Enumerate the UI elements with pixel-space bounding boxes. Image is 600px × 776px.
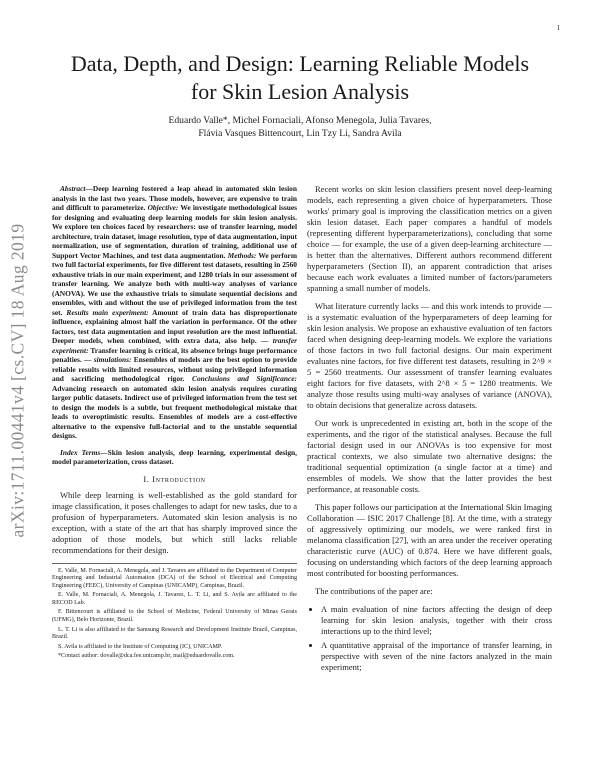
title-line-2: for Skin Lesion Analysis <box>190 79 410 104</box>
footnote: L. T. Li is also affiliated to the Samsung Research and Development Institute Brazil, Campinas, Brazil. <box>52 626 297 641</box>
body-paragraph: Recent works on skin lesion classifiers present novel deep-learning models, each representing a given choice of hyperparameters. Those works' primary goal is improving the classification metrics on a given skin lesion dataset. Each paper compares a handful of models (representing different hyperparameterizations), concluding that some choice — for example, the use of a given deep-learning architecture — is better than the alternatives. Different authors recommend different hyperparameters (Section II), an apparent contradiction that arises because each work evaluates a limited number of factors/parameters spanning a small number of models. <box>307 184 552 293</box>
right-column <box>307 184 552 676</box>
intro-paragraph: While deep learning is well-established as the gold standard for image classification, it poses challenges to adapt for new tasks, due to a profusion of hyperparameters. Automated skin lesion analysis is no exception, with a state of the art that has sharply improved since the adoption of those models, but which still lacks reliable recommendations for their design. <box>52 489 297 555</box>
title-line-1: Data, Depth, and Design: Learning Reliable Models <box>70 51 530 76</box>
abstract-part-7: Advancing research on automated skin lesion analysis requires curating larger public datasets. Indirect use of privileged information from the test set to design the models is a subtle, but frequent methodological mistake that leads to overoptimistic results. Ensembles of models are a cost-effective alternative to the expensive full-factorial and to the unstable sequential designs. <box>52 383 297 440</box>
section-heading-introduction: I. Introduction <box>143 473 206 484</box>
body-paragraph: The contributions of the paper are: <box>315 586 433 596</box>
index-terms-text: —Skin lesion analysis, deep learning, experimental design, model parameterization, cross dataset. <box>52 447 298 466</box>
abstract-methods-label: Methods: <box>227 250 257 260</box>
page-number: 1 <box>556 24 560 32</box>
authors-line-1: Eduardo Valle*, Michel Fornaciali, Afonso Menegola, Julia Tavares, <box>168 115 432 126</box>
abstract-part-3: We perform two full factorial experiments, for five different test datasets, resulting in 2560 exhaustive trials in our main experiment, and 1280 trials in our assessment of transfer learning. We analyze both with multi-way analyses of variance (ANOVA). We use the exhaustive trials to simulate sequential decisions and ensembles, with and without the use of privileged information from the test set. <box>52 250 297 317</box>
abstract-part-5: Transfer learning is critical, its absence brings huge performance penalties. — <box>52 345 297 364</box>
affiliation-footnotes <box>52 563 297 662</box>
left-column <box>52 184 297 663</box>
body-paragraph: Our work is unprecedented in existing art, both in the scope of the experiments, and the rigor of the statistical analyses. Because the full factorial design used in our ANOVAs is too expensive for most practical contexts, we also simulate two alternative designs: the traditional sequential optimization (a single factor at a time) and ensembles of models. We show that the latter provides the best performance, at reasonable costs. <box>307 418 552 494</box>
paper-title <box>40 50 560 106</box>
authors-line-2: Flávia Vasques Bittencourt, Lin Tzy Li, Sandra Avila <box>198 128 402 139</box>
body-paragraph: What literature currently lacks — and this work intends to provide — is a systematic evaluation of the hyperparameters of deep learning for skin lesion analysis. We propose an exhaustive evaluation of ten factors faced when designing deep-learning models. We explore the variations of those factors in two full factorial designs. Our main experiment evaluates nine factors, for five different test datasets, resulting in 2^9 × 5 = 2560 treatments. Our assessment of transfer learning evaluates eight factors for five datasets, with 2^8 × 5 = 1280 treatments. We analyze those results using multi-way analyses of variance (ANOVA), to obtain decisions that generalize across datasets. <box>307 301 552 410</box>
arxiv-stamp <box>8 188 28 573</box>
abstract <box>52 184 297 441</box>
abstract-objective-label: Objective: <box>147 203 179 212</box>
footnote: E. Valle, M. Fornaciali, A. Menegola, and J. Tavares are affiliated to the Department of Computer Engineering and Industrial Automation (DCA) of the School of Electrical and Computing Engineering (FEEC), University of Campinas (UNICAMP), Campinas, Brazil. <box>52 567 297 589</box>
footnote: E. Valle, M. Fornaciali, A. Menegola, J. Tavares, L. T. Li, and S. Avila are affiliated to the RECOD Lab. <box>52 592 297 606</box>
abstract-part-6: Ensembles of models are the best option to provide reliable results with limited resources, without using privileged information and sacrificing methodological rigor. <box>52 355 297 383</box>
index-terms <box>52 448 297 467</box>
abstract-part-2: We investigate methodological issues for designing and evaluating deep learning models for skin lesion analysis. We explore ten choices faced by researchers: use of transfer learning, model architecture, train dataset, image resolution, type of data augmentation, input normalization, use of segmentation, duration of training, additional use of Support Vector Machines, and test data augmentation. <box>52 203 297 260</box>
abstract-transfer-label: transfer experiment: <box>52 336 297 355</box>
footnote: F. Bittencourt is affiliated to the School of Medicine, Federal University of Minas Gerais (UFMG), Belo Horizonte, Brazil. <box>52 609 297 624</box>
abstract-results-label: Results main experiment: <box>66 307 149 317</box>
abstract-conclusions-label: Conclusions and Significance: <box>192 374 297 383</box>
contact-footnote: *Contact author: dovalle@dca.fee.unicamp.br, mail@eduardovalle.com. <box>58 653 235 660</box>
contributions-list <box>307 604 552 673</box>
author-list <box>80 114 520 140</box>
footnote: S. Avila is affiliated to the Institute of Computing (IC), UNICAMP. <box>58 643 223 650</box>
abstract-part-1: —Deep learning fostered a leap ahead in automated skin lesion analysis in the last two years. Those models, however, are expensive to train and difficult to parameterize. <box>52 184 297 212</box>
arxiv-stamp-text: arXiv:1711.00441v4 [cs.CV] 18 Aug 2019 <box>7 223 28 538</box>
abstract-simulations-label: simulations: <box>93 355 132 364</box>
abstract-part-4: Amount of train data has disproportionate influence, explaining almost half the variation in performance. Of the other factors, test data augmentation and input resolution are the most influential. Deeper models, when combined, with extra data, also help. — <box>52 307 297 345</box>
abstract-lead: Abstract <box>60 184 86 193</box>
index-terms-lead: Index Terms <box>60 447 101 457</box>
list-item: • A quantitative appraisal of the importance of transfer learning, in perspective with seven of the nine factors analyzed in the main experiment; <box>321 640 552 673</box>
body-paragraph: This paper follows our participation at the International Skin Imaging Collaboration — ISIC 2017 Challenge [8]. At the time, with a strategy of aggressively optimizing our models, we were ranked first in melanoma classification [27], with an area under the receiver operating characteristic curve (AUC) of 0.874. Here we have different goals, focusing on understanding which factors of the deep learning approach most contributed for boosting performances. <box>307 502 552 578</box>
list-item: • A main evaluation of nine factors affecting the design of deep learning for skin lesion analysis, together with their cross interactions up to the third level; <box>321 604 552 637</box>
